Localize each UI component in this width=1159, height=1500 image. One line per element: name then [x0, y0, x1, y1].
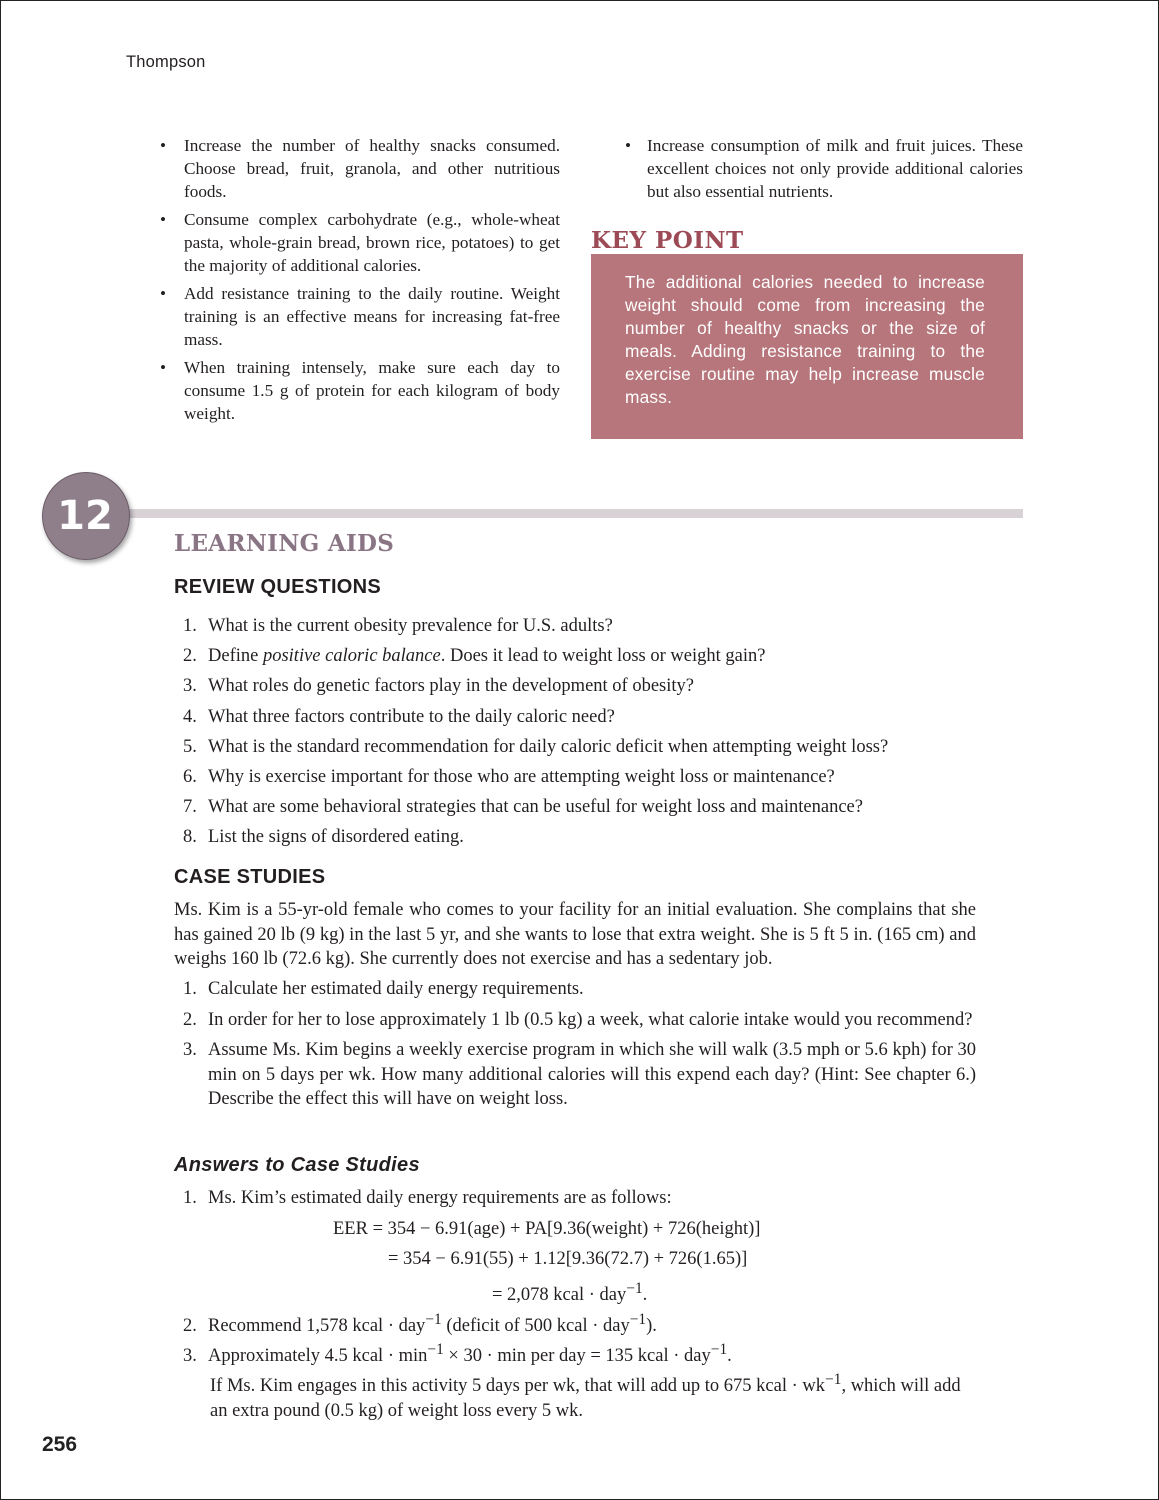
list-item: 6. Why is exercise important for those who are attempting weight loss or maintenance? [183, 766, 835, 787]
bullet-list-right [625, 134, 1023, 203]
review-questions-heading: REVIEW QUESTIONS [174, 576, 382, 598]
bullet-item: • When training intensely, make sure each day to consume 1.5 g of protein for each kilogram of body weight. [160, 356, 560, 425]
case-questions-list [183, 977, 976, 1118]
list-item: 8. List the signs of disordered eating. [183, 827, 464, 848]
equation-line-1: EER = 354 − 6.91(age) + PA[9.36(weight) + 726(height)] [333, 1219, 761, 1239]
case-intro: Ms. Kim is a 55-yr-old female who comes to your facility for an initial evaluation. She complains that she has gained 20 lb (9 kg) in the last 5 yr, and she wants to lose that extra weight. She is 5 ft 5 in. (165 cm) and weighs 160 lb (72.6 kg). She currently does not exercise and has a sedentary job. [174, 900, 976, 969]
bullet-item: • Increase the number of healthy snacks consumed. Choose bread, fruit, granola, and other nutritious foods. [160, 134, 560, 203]
key-point-box [591, 254, 1023, 439]
list-item: 7. What are some behavioral strategies that can be useful for weight loss and maintenance? [183, 797, 863, 818]
section-title: LEARNING AIDS [174, 530, 395, 557]
list-item: 2. Define positive caloric balance. Does it lead to weight loss or weight gain? [183, 646, 766, 667]
chapter-rule [85, 509, 1023, 518]
chapter-number: 12 [57, 493, 113, 539]
list-item: 1. What is the current obesity prevalence for U.S. adults? [183, 616, 613, 636]
bullet-item: • Increase consumption of milk and fruit juices. These excellent choices not only provide additional calories but also essential nutrients. [625, 134, 1023, 203]
bullet-item: • Consume complex carbohydrate (e.g., whole-wheat pasta, whole-grain bread, brown rice, potatoes) to get the majority of additional calories. [160, 208, 560, 277]
review-questions-list [183, 614, 983, 856]
running-header-author: Thompson [126, 53, 206, 71]
answer-1: 1. Ms. Kim’s estimated daily energy requirements are as follows: [183, 1188, 672, 1208]
right-column [625, 134, 1023, 208]
left-column [160, 134, 560, 430]
key-point-text: The additional calories needed to increase weight should come from increasing the number of healthy snacks or the size of meals. Adding resistance training to the exercise routine may help increase muscle mass. [625, 272, 985, 407]
case-studies-heading: CASE STUDIES [174, 866, 326, 888]
answer-3: 3. Approximately 4.5 kcal · $\min^{-1} \times 30 \cdot \min$ per day = 135 kcal · day$^{-1}$. [183, 1341, 732, 1367]
bullet-item: • Add resistance training to the daily routine. Weight training is an effective means for increasing fat-free mass. [160, 282, 560, 351]
equation-line-3: = 2,078 kcal · day$^{-1}$. [492, 1280, 648, 1306]
list-item: 3. Assume Ms. Kim begins a weekly exercise program in which she will walk (3.5 mph or 5.6 kph) for 30 min on 5 days per wk. How many additional calories will this expend each day? (Hint: See chapter 6.) Describe the effect this will have on weight loss. [183, 1040, 976, 1109]
answer-2: 2. Recommend 1,578 kcal · day$^{-1}$ (deficit of 500 kcal · day$^{-1}$). [183, 1311, 657, 1337]
answers-heading: Answers to Case Studies [174, 1154, 420, 1176]
key-point-title: KEY POINT [591, 227, 744, 254]
list-item: 1. Calculate her estimated daily energy requirements. [183, 979, 584, 999]
list-item: 3. What roles do genetic factors play in the development of obesity? [183, 676, 694, 697]
equation-line-2: = 354 − 6.91(55) + 1.12[9.36(72.7) + 726(1.65)] [388, 1249, 748, 1269]
page-number: 256 [42, 1433, 78, 1456]
list-item: 2. In order for her to lose approximately 1 lb (0.5 kg) a week, what calorie intake would you recommend? [183, 1009, 973, 1030]
bullet-list-left [160, 134, 560, 425]
list-item: 4. What three factors contribute to the daily caloric need? [183, 706, 615, 727]
answer-3-continued: If Ms. Kim engages in this activity 5 days per wk, that will add up to 675 kcal · $wk^{-1}$, which will add an extra pound (0.5 kg) of weight loss every 5 wk. [210, 1371, 961, 1421]
list-item: 5. What is the standard recommendation for daily caloric deficit when attempting weight loss? [183, 736, 889, 757]
